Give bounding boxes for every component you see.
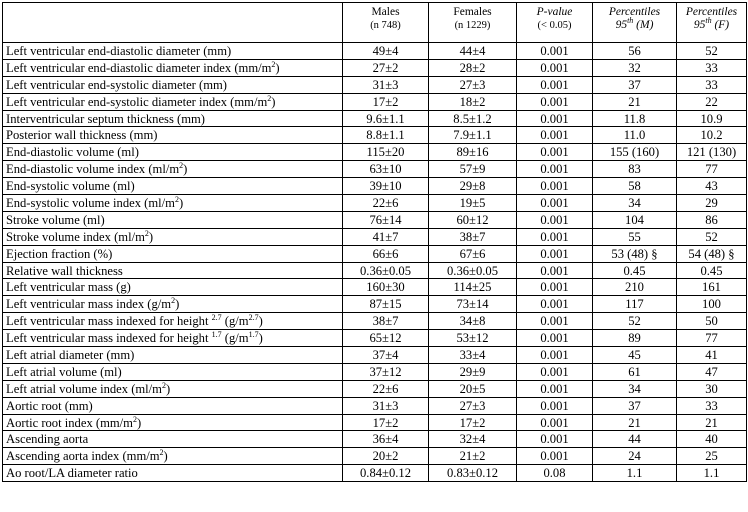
row-label: Left atrial diameter (mm)	[3, 347, 343, 364]
males-value: 63±10	[343, 161, 429, 178]
table-row	[3, 296, 747, 313]
table-row	[3, 245, 747, 262]
table-row	[3, 110, 747, 127]
males-value: 31±3	[343, 76, 429, 93]
row-label: Ao root/LA diameter ratio	[3, 465, 343, 482]
table-row	[3, 43, 747, 60]
p-value: 0.001	[517, 380, 593, 397]
table-row	[3, 347, 747, 364]
females-value: 29±9	[429, 363, 517, 380]
p-value: 0.001	[517, 127, 593, 144]
table-row	[3, 448, 747, 465]
females-value: 34±8	[429, 313, 517, 330]
row-label: Left ventricular mass indexed for height $^{1.7}$ $(g/m^{1.7})$	[3, 330, 343, 347]
table-row	[3, 262, 747, 279]
percentile-male: 34	[593, 195, 677, 212]
females-value: 21±2	[429, 448, 517, 465]
p-value: 0.001	[517, 245, 593, 262]
row-label: Left ventricular end-diastolic diameter (mm)	[3, 43, 343, 60]
table-row	[3, 76, 747, 93]
females-value: 17±2	[429, 414, 517, 431]
percentile-male: 89	[593, 330, 677, 347]
females-value: 29±8	[429, 178, 517, 195]
row-label: End-diastolic volume (ml)	[3, 144, 343, 161]
p-value: 0.001	[517, 76, 593, 93]
females-value: 27±3	[429, 76, 517, 93]
percentile-male: 117	[593, 296, 677, 313]
percentile-female: 1.1	[677, 465, 747, 482]
percentile-female: 21	[677, 414, 747, 431]
percentile-female: 25	[677, 448, 747, 465]
p-value: 0.08	[517, 465, 593, 482]
percentile-male: 44	[593, 431, 677, 448]
table-row	[3, 330, 747, 347]
percentile-male: 210	[593, 279, 677, 296]
row-label: Stroke volume index $(ml/m^2)$	[3, 228, 343, 245]
row-label: Left ventricular end-systolic diameter index $(mm/m^2)$	[3, 93, 343, 110]
percentile-female: 50	[677, 313, 747, 330]
row-label: End-systolic volume index $(ml/m^2)$	[3, 195, 343, 212]
females-value: 44±4	[429, 43, 517, 60]
row-label: Left ventricular end-systolic diameter (mm)	[3, 76, 343, 93]
percentile-male: 61	[593, 363, 677, 380]
row-label: Relative wall thickness	[3, 262, 343, 279]
females-value: 32±4	[429, 431, 517, 448]
p-value: 0.001	[517, 279, 593, 296]
p-value: 0.001	[517, 93, 593, 110]
p-value: 0.001	[517, 59, 593, 76]
table-row	[3, 144, 747, 161]
row-label: Left atrial volume index $(ml/m^2)$	[3, 380, 343, 397]
percentile-male: 21	[593, 414, 677, 431]
females-value: 28±2	[429, 59, 517, 76]
males-value: 115±20	[343, 144, 429, 161]
p-value: 0.001	[517, 431, 593, 448]
percentile-male: 83	[593, 161, 677, 178]
row-label: Posterior wall thickness (mm)	[3, 127, 343, 144]
males-value: 41±7	[343, 228, 429, 245]
percentile-female: 33	[677, 76, 747, 93]
percentile-male: 58	[593, 178, 677, 195]
table-row	[3, 397, 747, 414]
p-value: 0.001	[517, 211, 593, 228]
p-value: 0.001	[517, 110, 593, 127]
percentile-female: 30	[677, 380, 747, 397]
p-value: 0.001	[517, 161, 593, 178]
p-value: 0.001	[517, 414, 593, 431]
females-value: 53±12	[429, 330, 517, 347]
percentile-male: 45	[593, 347, 677, 364]
p-value: 0.001	[517, 144, 593, 161]
p-value: 0.001	[517, 296, 593, 313]
percentile-female: 29	[677, 195, 747, 212]
percentile-female: 0.45	[677, 262, 747, 279]
row-label: Left atrial volume (ml)	[3, 363, 343, 380]
p-value: 0.001	[517, 330, 593, 347]
header-percentiles-female: Percentiles 95th (F)	[677, 3, 747, 43]
males-value: 38±7	[343, 313, 429, 330]
percentile-male: 104	[593, 211, 677, 228]
percentile-female: 161	[677, 279, 747, 296]
percentile-male: 32	[593, 59, 677, 76]
males-value: 9.6±1.1	[343, 110, 429, 127]
table-row	[3, 380, 747, 397]
table-row	[3, 363, 747, 380]
males-value: 76±14	[343, 211, 429, 228]
table-row	[3, 211, 747, 228]
percentile-female: 10.9	[677, 110, 747, 127]
percentile-male: 155 (160)	[593, 144, 677, 161]
males-value: 49±4	[343, 43, 429, 60]
percentile-female: 52	[677, 43, 747, 60]
percentile-female: 100	[677, 296, 747, 313]
p-value: 0.001	[517, 195, 593, 212]
percentile-male: 53 (48) §	[593, 245, 677, 262]
females-value: 89±16	[429, 144, 517, 161]
males-value: 37±12	[343, 363, 429, 380]
percentile-female: 22	[677, 93, 747, 110]
table-row	[3, 161, 747, 178]
males-value: 65±12	[343, 330, 429, 347]
percentile-female: 40	[677, 431, 747, 448]
females-value: 0.36±0.05	[429, 262, 517, 279]
table-row	[3, 465, 747, 482]
row-label: Left ventricular end-diastolic diameter index $(mm/m^2)$	[3, 59, 343, 76]
p-value: 0.001	[517, 313, 593, 330]
males-value: 17±2	[343, 93, 429, 110]
table-row	[3, 279, 747, 296]
percentile-female: 54 (48) §	[677, 245, 747, 262]
females-value: 18±2	[429, 93, 517, 110]
p-value: 0.001	[517, 228, 593, 245]
percentile-female: 41	[677, 347, 747, 364]
percentile-male: 37	[593, 76, 677, 93]
percentile-female: 52	[677, 228, 747, 245]
females-value: 57±9	[429, 161, 517, 178]
males-value: 17±2	[343, 414, 429, 431]
percentile-female: 86	[677, 211, 747, 228]
header-females: Females (n 1229)	[429, 3, 517, 43]
p-value: 0.001	[517, 347, 593, 364]
males-value: 31±3	[343, 397, 429, 414]
p-value: 0.001	[517, 397, 593, 414]
p-value: 0.001	[517, 363, 593, 380]
males-value: 39±10	[343, 178, 429, 195]
females-value: 27±3	[429, 397, 517, 414]
table-row	[3, 127, 747, 144]
row-label: Ejection fraction (%)	[3, 245, 343, 262]
row-label: Left ventricular mass (g)	[3, 279, 343, 296]
p-value: 0.001	[517, 178, 593, 195]
percentile-female: 121 (130)	[677, 144, 747, 161]
header-blank	[3, 3, 343, 43]
percentile-male: 0.45	[593, 262, 677, 279]
row-label: End-systolic volume (ml)	[3, 178, 343, 195]
females-value: 19±5	[429, 195, 517, 212]
p-value: 0.001	[517, 43, 593, 60]
table-row	[3, 178, 747, 195]
females-value: 67±6	[429, 245, 517, 262]
echo-reference-table	[2, 2, 747, 482]
table-row	[3, 195, 747, 212]
p-value: 0.001	[517, 448, 593, 465]
percentile-male: 34	[593, 380, 677, 397]
percentile-male: 24	[593, 448, 677, 465]
percentile-female: 77	[677, 330, 747, 347]
percentile-female: 33	[677, 59, 747, 76]
table-row	[3, 228, 747, 245]
males-value: 8.8±1.1	[343, 127, 429, 144]
percentile-female: 43	[677, 178, 747, 195]
females-value: 7.9±1.1	[429, 127, 517, 144]
table-row	[3, 431, 747, 448]
row-label: Left ventricular mass index $(g/m^2)$	[3, 296, 343, 313]
percentile-male: 37	[593, 397, 677, 414]
percentile-male: 55	[593, 228, 677, 245]
males-value: 20±2	[343, 448, 429, 465]
row-label: Stroke volume (ml)	[3, 211, 343, 228]
males-value: 87±15	[343, 296, 429, 313]
row-label: Ascending aorta index $(mm/m^2)$	[3, 448, 343, 465]
percentile-male: 1.1	[593, 465, 677, 482]
percentile-male: 21	[593, 93, 677, 110]
percentile-male: 56	[593, 43, 677, 60]
row-label: Aortic root index $(mm/m^2)$	[3, 414, 343, 431]
males-value: 0.84±0.12	[343, 465, 429, 482]
percentile-female: 33	[677, 397, 747, 414]
header-males: Males (n 748)	[343, 3, 429, 43]
females-value: 33±4	[429, 347, 517, 364]
females-value: 20±5	[429, 380, 517, 397]
females-value: 114±25	[429, 279, 517, 296]
table-row	[3, 59, 747, 76]
females-value: 38±7	[429, 228, 517, 245]
percentile-female: 10.2	[677, 127, 747, 144]
p-value: 0.001	[517, 262, 593, 279]
males-value: 22±6	[343, 380, 429, 397]
header-p-value: P-value (< 0.05)	[517, 3, 593, 43]
males-value: 160±30	[343, 279, 429, 296]
females-value: 73±14	[429, 296, 517, 313]
row-label: Aortic root (mm)	[3, 397, 343, 414]
females-value: 8.5±1.2	[429, 110, 517, 127]
table-row	[3, 414, 747, 431]
table-row	[3, 93, 747, 110]
males-value: 36±4	[343, 431, 429, 448]
row-label: Left ventricular mass indexed for height $^{2.7}$ $(g/m^{2.7})$	[3, 313, 343, 330]
table-body	[3, 43, 747, 482]
males-value: 66±6	[343, 245, 429, 262]
row-label: End-diastolic volume index $(ml/m^2)$	[3, 161, 343, 178]
percentile-male: 11.0	[593, 127, 677, 144]
males-value: 0.36±0.05	[343, 262, 429, 279]
percentile-female: 77	[677, 161, 747, 178]
females-value: 0.83±0.12	[429, 465, 517, 482]
males-value: 27±2	[343, 59, 429, 76]
percentile-male: 11.8	[593, 110, 677, 127]
females-value: 60±12	[429, 211, 517, 228]
males-value: 22±6	[343, 195, 429, 212]
table-row	[3, 313, 747, 330]
percentile-female: 47	[677, 363, 747, 380]
header-row	[3, 3, 747, 43]
row-label: Interventricular septum thickness (mm)	[3, 110, 343, 127]
percentile-male: 52	[593, 313, 677, 330]
males-value: 37±4	[343, 347, 429, 364]
header-percentiles-male: Percentiles 95th (M)	[593, 3, 677, 43]
row-label: Ascending aorta	[3, 431, 343, 448]
